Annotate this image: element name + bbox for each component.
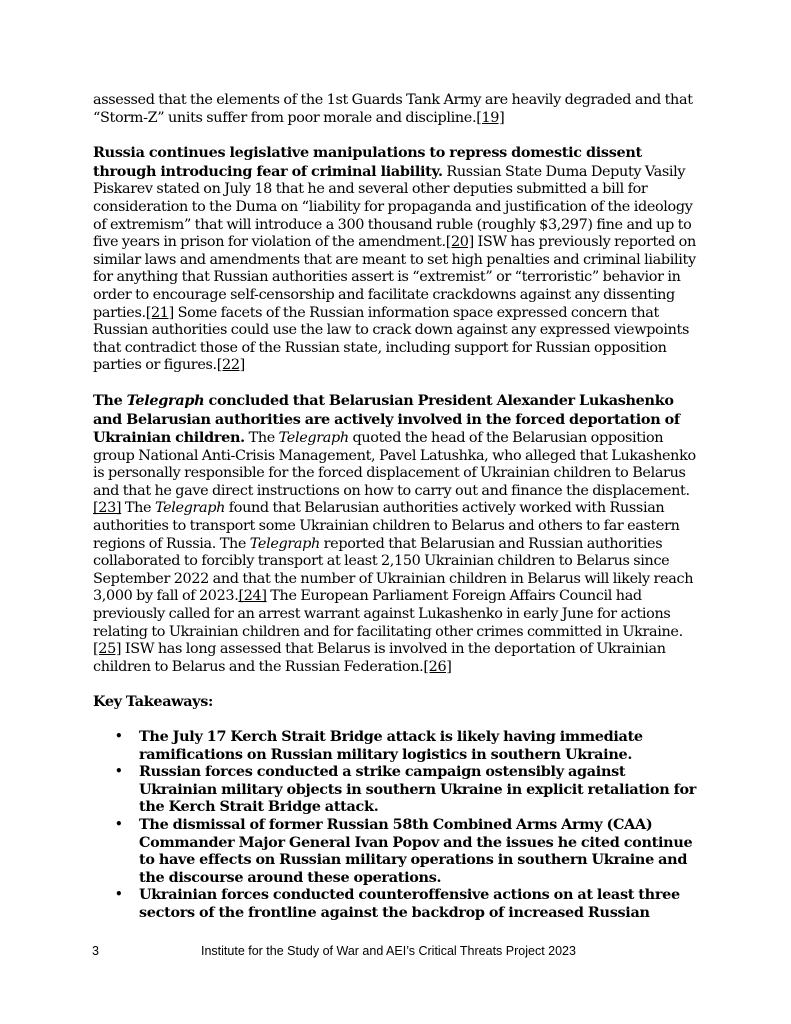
list-item: • Russian forces conducted a strike campaign ostensibly against Ukrainian military objects in southern Ukraine in explicit retaliation for the Kerch Strait Bridge attack.: [115, 763, 697, 816]
paragraph-lead: Russia continues legislative manipulations to repress domestic dissent through introducing fear of criminal liability.: [93, 144, 642, 180]
footnote-link-22[interactable]: [22]: [216, 357, 245, 374]
list-item: • The dismissal of former Russian 58th Combined Arms Army (CAA) Commander Major General Ivan Popov and the issues he cited continue to have effects on Russian military operations in southern Ukraine and the discourse around these operations.: [115, 815, 693, 886]
footnote-link-23[interactable]: [23]: [93, 500, 122, 517]
footnote-link-26[interactable]: [26]: [423, 658, 452, 675]
footnote-link-25[interactable]: [25]: [93, 641, 122, 658]
paragraph-belarus: The Telegraph concluded that Belarusian President Alexander Lukashenko and Belarusian authorities are actively involved in the forced deportation of Ukrainian children. The Telegraph quoted the head of the Belarusian opposition group National Anti-Crisis Management, Pavel Latushka, who alleged that Lukashenko is personally responsible for the forced displacement of Ukrainian children to Belarus and that he gave direct instructions on how to carry out and finance the displacement.[23] The Telegraph found that Belarusian authorities actively worked with Russian authorities to transport some Ukrainian children to Belarus and others to far eastern regions of Russia. The Telegraph reported that Belarusian and Russian authorities collaborated to forcibly transport at least 2,150 Ukrainian children to Belarus since September 2022 and that the number of Ukrainian children in Belarus will likely reach 3,000 by fall of 2023.[24] The European Parliament Foreign Affairs Council had previously called for an arrest warrant against Lukashenko in early June for actions relating to Ukrainian children and for facilitating other crimes committed in Ukraine.[25] ISW has long assessed that Belarus is involved in the deportation of Ukrainian children to Belarus and the Russian Federation.[26]: [93, 391, 696, 675]
bullet-icon: •: [115, 816, 123, 831]
bullet-icon: •: [115, 887, 123, 902]
footnote-link-24[interactable]: [24]: [238, 588, 267, 605]
list-item: • The July 17 Kerch Strait Bridge attack is likely having immediate ramifications on Russian military logistics in southern Ukraine.: [115, 728, 643, 763]
list-item: • Ukrainian forces conducted counteroffensive actions on at least three sectors of the frontline against the backdrop of increased Russian: [115, 886, 680, 921]
footnote-link-21[interactable]: [21]: [145, 304, 174, 321]
paragraph-storm-z: assessed that the elements of the 1st Guards Tank Army are heavily degraded and that “Storm-Z” units suffer from poor morale and discipline.[19]: [93, 92, 693, 126]
footer-text: Institute for the Study of War and AEI’s Critical Threats Project 2023: [201, 944, 576, 958]
footnote-link-19[interactable]: [19]: [476, 109, 505, 126]
document-body: [93, 92, 703, 922]
paragraph-lead: The Telegraph concluded that Belarusian President Alexander Lukashenko and Belarusian authorities are actively involved in the forced deportation of Ukrainian children.: [93, 391, 680, 447]
page-number: 3: [92, 944, 99, 958]
footnote-link-20[interactable]: [20]: [445, 234, 474, 251]
key-takeaways-heading: Key Takeaways:: [93, 693, 213, 711]
paragraph-legislative: Russia continues legislative manipulations to repress domestic dissent through introducing fear of criminal liability. Russian State Duma Deputy Vasily Piskarev stated on July 18 that he and several other deputies submitted a bill for consideration to the Duma on “liability for propaganda and justification of the ideology of extremism” that will introduce a 300 thousand ruble (roughly $3,297) fine and up to five years in prison for violation of the amendment.[20] ISW has previously reported on similar laws and amendments that are meant to set high penalties and criminal liability for anything that Russian authorities assert is “extremist” or “terroristic” behavior in order to encourage self-censorship and facilitate crackdowns against any dissenting parties.[21] Some facets of the Russian information space expressed concern that Russian authorities could use the law to crack down against any expressed viewpoints that contradict those of the Russian state, including support for Russian opposition parties or figures.[22]: [93, 144, 696, 374]
bullet-icon: •: [115, 764, 123, 779]
bullet-icon: •: [115, 729, 123, 743]
key-takeaways-list: [93, 728, 703, 922]
